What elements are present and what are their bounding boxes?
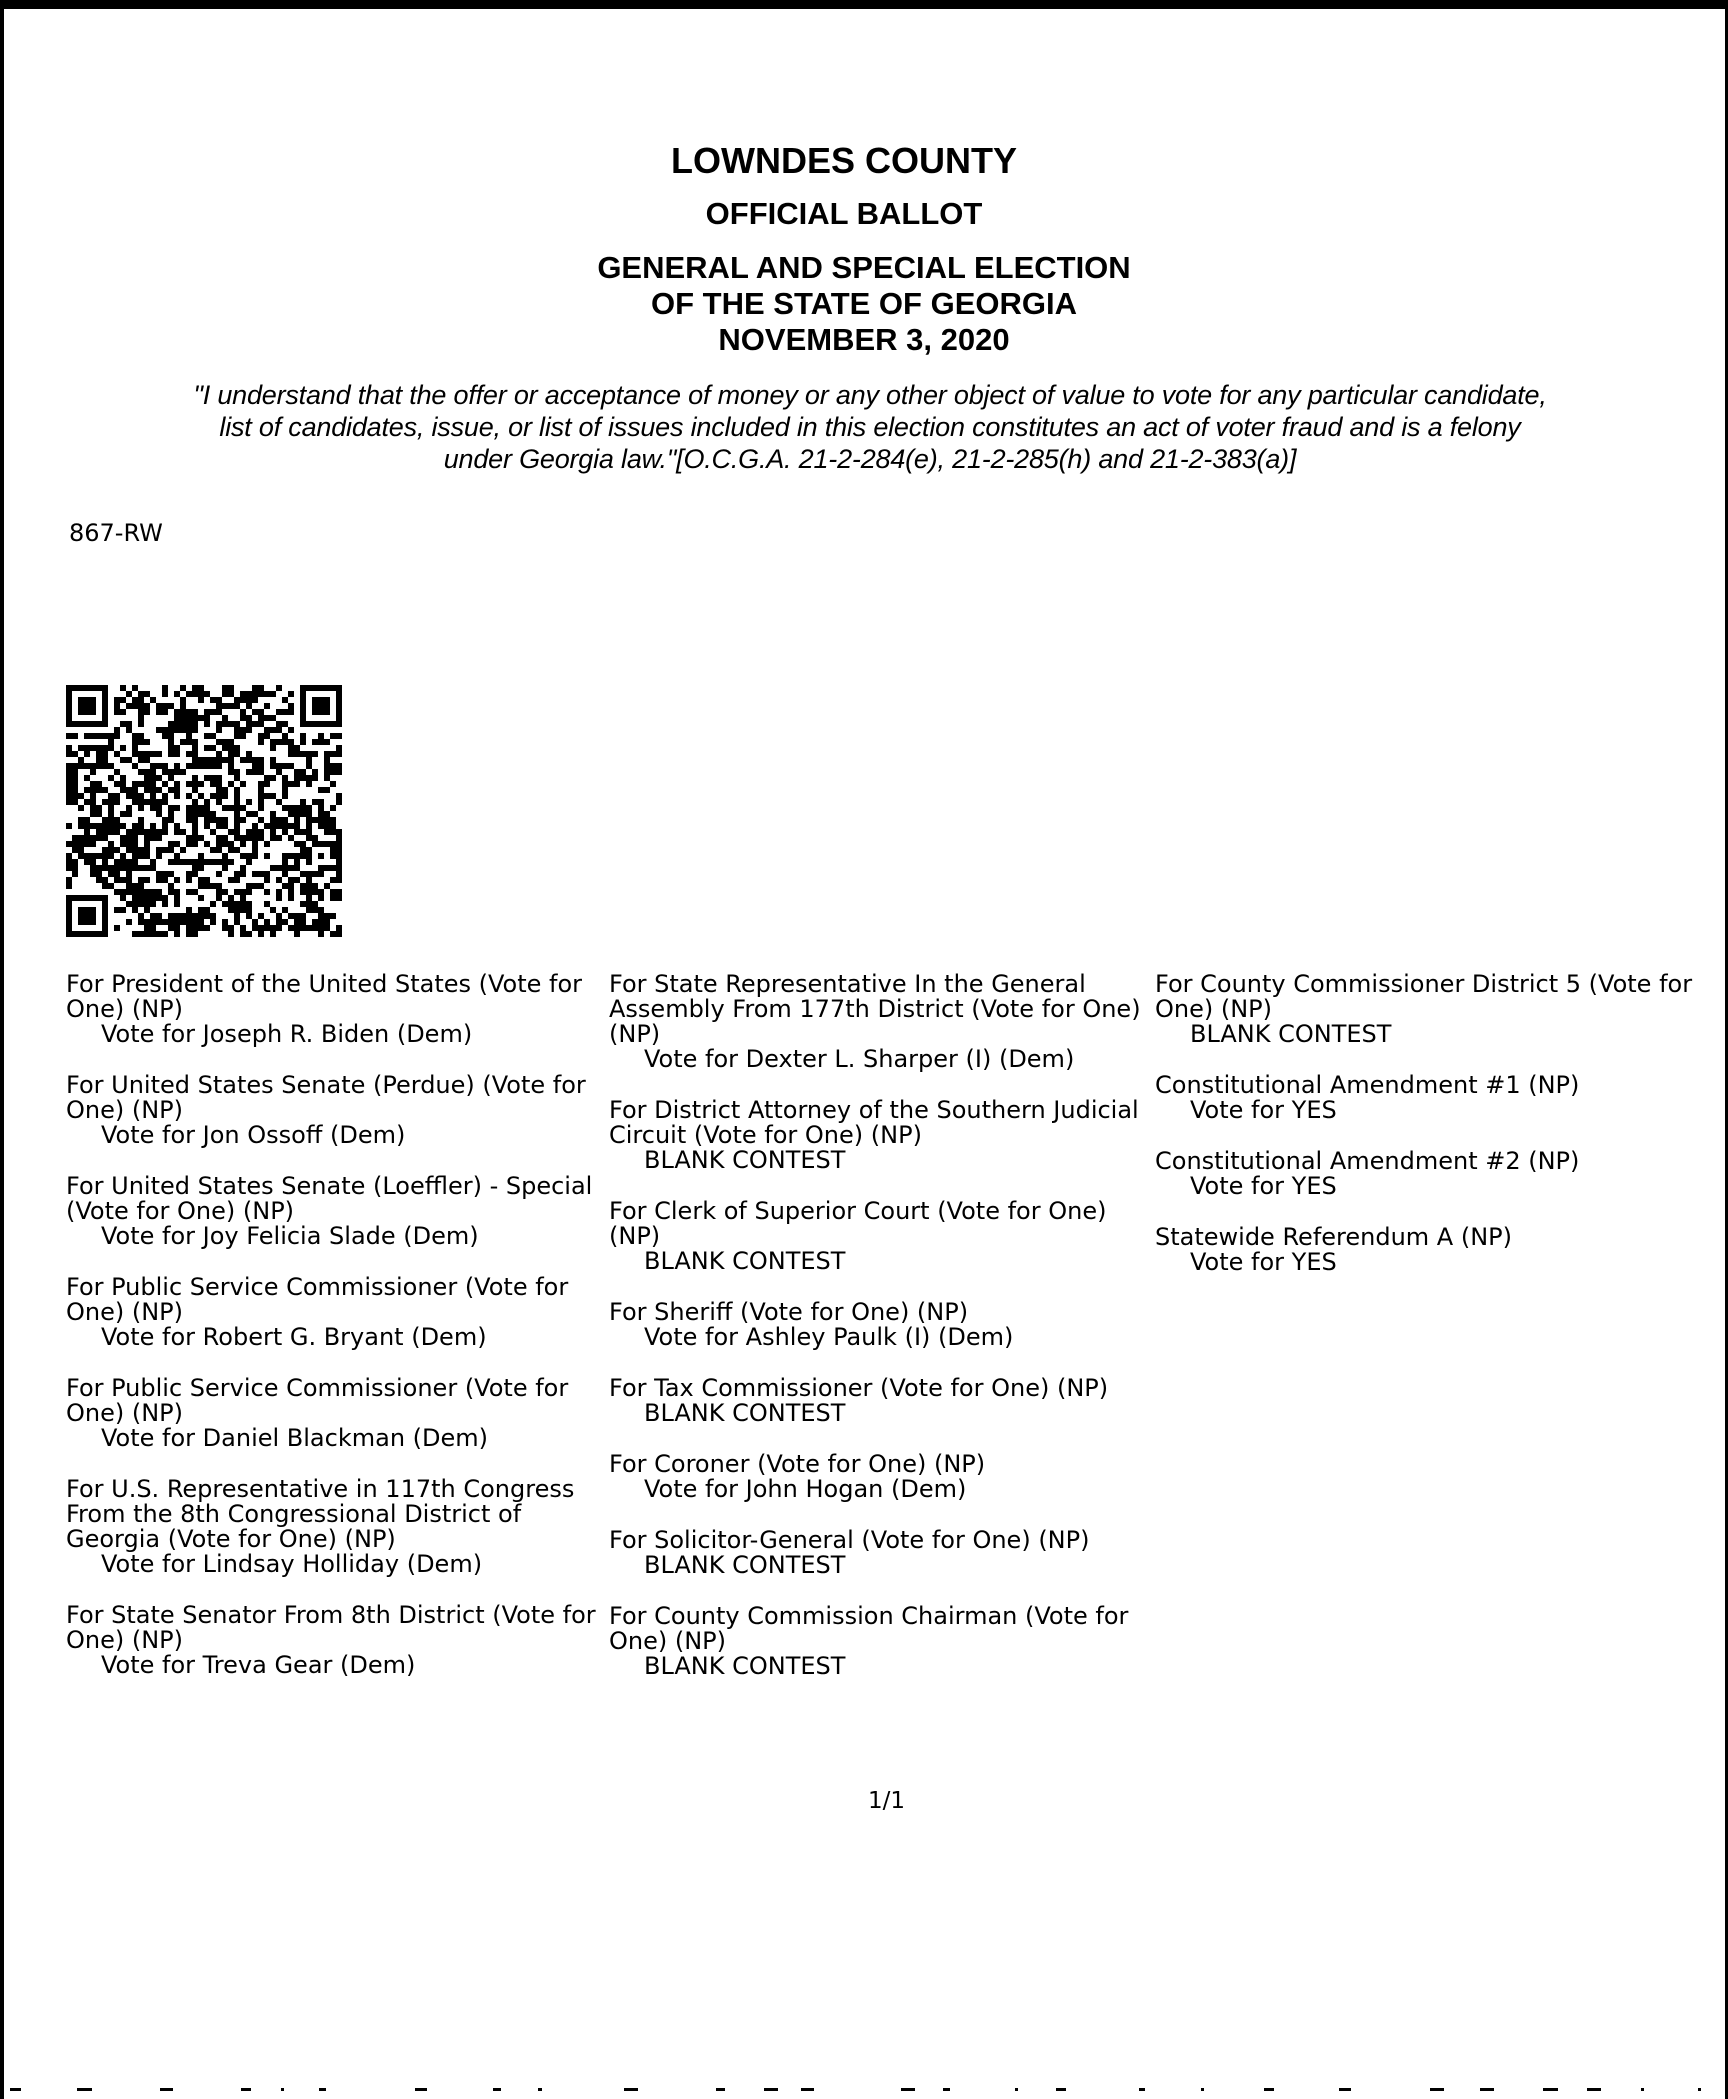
contest-selection: BLANK CONTEST xyxy=(644,1146,846,1174)
contest-selection: Vote for Jon Ossoff (Dem) xyxy=(101,1121,406,1149)
contest-selection: Vote for YES xyxy=(1190,1172,1337,1200)
contest-title: Constitutional Amendment #1 (NP) xyxy=(1155,1071,1580,1099)
contest-title: For State Senator From 8th District (Vote for One) (NP) xyxy=(66,1601,596,1654)
contest-title: For District Attorney of the Southern Judicial Circuit (Vote for One) (NP) xyxy=(609,1096,1139,1149)
contest-title: For President of the United States (Vote for One) (NP) xyxy=(66,970,583,1023)
contest-column-2 xyxy=(609,972,1149,1705)
contest-title: For Public Service Commissioner (Vote for One) (NP) xyxy=(66,1374,569,1427)
top-border xyxy=(0,0,1728,9)
contest-item xyxy=(1155,972,1695,1047)
county-title: LOWNDES COUNTY xyxy=(671,140,1017,181)
contest-selection: BLANK CONTEST xyxy=(644,1551,846,1579)
contest-selection: Vote for Treva Gear (Dem) xyxy=(101,1651,416,1679)
contest-item xyxy=(66,1275,606,1350)
contest-title: For United States Senate (Perdue) (Vote for One) (NP) xyxy=(66,1071,586,1124)
contest-item xyxy=(1155,1149,1695,1199)
contest-title: For County Commissioner District 5 (Vote for One) (NP) xyxy=(1155,970,1693,1023)
contest-item xyxy=(609,1098,1149,1173)
contest-item xyxy=(1155,1225,1695,1275)
qr-code xyxy=(66,685,342,937)
election-line-2: OF THE STATE OF GEORGIA xyxy=(651,286,1077,321)
contest-item xyxy=(609,1300,1149,1350)
contest-item xyxy=(609,1376,1149,1426)
contest-item xyxy=(66,1603,606,1678)
contest-item xyxy=(1155,1073,1695,1123)
contest-title: Constitutional Amendment #2 (NP) xyxy=(1155,1147,1580,1175)
contest-selection: Vote for Joy Felicia Slade (Dem) xyxy=(101,1222,479,1250)
contest-title: For Solicitor-General (Vote for One) (NP) xyxy=(609,1526,1090,1554)
page-number: 1/1 xyxy=(868,1788,906,1814)
contest-item xyxy=(609,972,1149,1072)
contest-selection: Vote for Dexter L. Sharper (I) (Dem) xyxy=(644,1045,1075,1073)
contest-column-3 xyxy=(1155,972,1695,1301)
bottom-scan-edge xyxy=(0,2088,1728,2094)
contest-selection: Vote for YES xyxy=(1190,1248,1337,1276)
contest-title: For Sheriff (Vote for One) (NP) xyxy=(609,1298,969,1326)
contest-selection: BLANK CONTEST xyxy=(644,1399,846,1427)
ballot-style-id: 867-RW xyxy=(69,519,163,547)
contest-item xyxy=(609,1604,1149,1679)
oath-line-3: under Georgia law."[O.C.G.A. 21-2-284(e), 21-2-285(h) and 21-2-383(a)] xyxy=(443,444,1297,474)
contest-item xyxy=(609,1199,1149,1274)
contest-item xyxy=(66,1376,606,1451)
contest-selection: BLANK CONTEST xyxy=(644,1247,846,1275)
contest-item xyxy=(66,1477,606,1577)
contest-item xyxy=(66,972,606,1047)
contest-selection: Vote for YES xyxy=(1190,1096,1337,1124)
contest-item xyxy=(66,1073,606,1148)
contest-title: For U.S. Representative in 117th Congress From the 8th Congressional District of Georgia (Vote for One) (NP) xyxy=(66,1475,575,1553)
voter-fraud-statement xyxy=(60,379,1680,475)
contest-selection: Vote for Robert G. Bryant (Dem) xyxy=(101,1323,487,1351)
contest-item xyxy=(609,1452,1149,1502)
oath-line-2: list of candidates, issue, or list of issues included in this election constitutes an act of voter fraud and is a felony xyxy=(219,412,1521,442)
contest-selection: Vote for Joseph R. Biden (Dem) xyxy=(101,1020,473,1048)
contest-title: For United States Senate (Loeffler) - Special (Vote for One) (NP) xyxy=(66,1172,593,1225)
ballot-type-title: OFFICIAL BALLOT xyxy=(705,196,983,231)
contest-title: Statewide Referendum A (NP) xyxy=(1155,1223,1512,1251)
contest-title: For Clerk of Superior Court (Vote for One) (NP) xyxy=(609,1197,1107,1250)
oath-line-1: "I understand that the offer or acceptance of money or any other object of value to vote for any particular candidate, xyxy=(193,380,1547,410)
election-line-1: GENERAL AND SPECIAL ELECTION xyxy=(597,250,1131,285)
contest-item xyxy=(609,1528,1149,1578)
election-title xyxy=(0,250,1728,358)
contest-selection: Vote for Ashley Paulk (I) (Dem) xyxy=(644,1323,1014,1351)
contest-title: For State Representative In the General Assembly From 177th District (Vote for One) (NP) xyxy=(609,970,1141,1048)
contest-selection: Vote for Daniel Blackman (Dem) xyxy=(101,1424,489,1452)
contest-title: For Public Service Commissioner (Vote for One) (NP) xyxy=(66,1273,569,1326)
contest-title: For County Commission Chairman (Vote for One) (NP) xyxy=(609,1602,1129,1655)
contest-title: For Coroner (Vote for One) (NP) xyxy=(609,1450,986,1478)
contest-selection: BLANK CONTEST xyxy=(1190,1020,1392,1048)
contest-item xyxy=(66,1174,606,1249)
contest-column-1 xyxy=(66,972,606,1704)
election-date: NOVEMBER 3, 2020 xyxy=(718,322,1010,357)
contest-title: For Tax Commissioner (Vote for One) (NP) xyxy=(609,1374,1109,1402)
contest-selection: Vote for Lindsay Holliday (Dem) xyxy=(101,1550,483,1578)
contest-selection: Vote for John Hogan (Dem) xyxy=(644,1475,967,1503)
contest-selection: BLANK CONTEST xyxy=(644,1652,846,1680)
